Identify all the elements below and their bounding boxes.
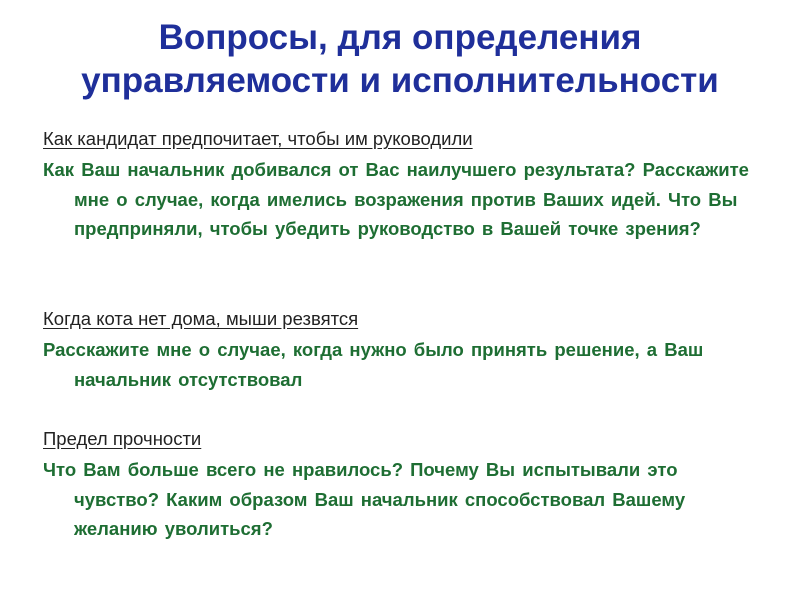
section-heading: Как кандидат предпочитает, чтобы им руководили (43, 128, 473, 149)
section-heading: Когда кота нет дома, мыши резвятся (43, 308, 359, 329)
section-management-preference (43, 126, 763, 244)
slide-title (20, 16, 780, 102)
section-heading: Предел прочности (43, 428, 202, 449)
section-question: Что Вам больше всего не нравилось? Почему Вы испытывали это чувство? Каким образом Ваш начальник способствовал Вашему желанию уволиться? (43, 459, 686, 539)
title-line-2: управляемости и исполнительности (81, 61, 719, 100)
title-line-1: Вопросы, для определения (158, 18, 642, 57)
section-question: Расскажите мне о случае, когда нужно было принять решение, а Ваш начальник отсутствовал (43, 339, 704, 390)
section-breaking-point (43, 426, 763, 544)
section-cat-away (43, 306, 763, 394)
section-question: Как Ваш начальник добивался от Вас наилучшего результата? Расскажите мне о случае, когда имелись возражения против Ваших идей. Что Вы предприняли, чтобы убедить руководство в Вашей точке зрения? (43, 159, 749, 239)
